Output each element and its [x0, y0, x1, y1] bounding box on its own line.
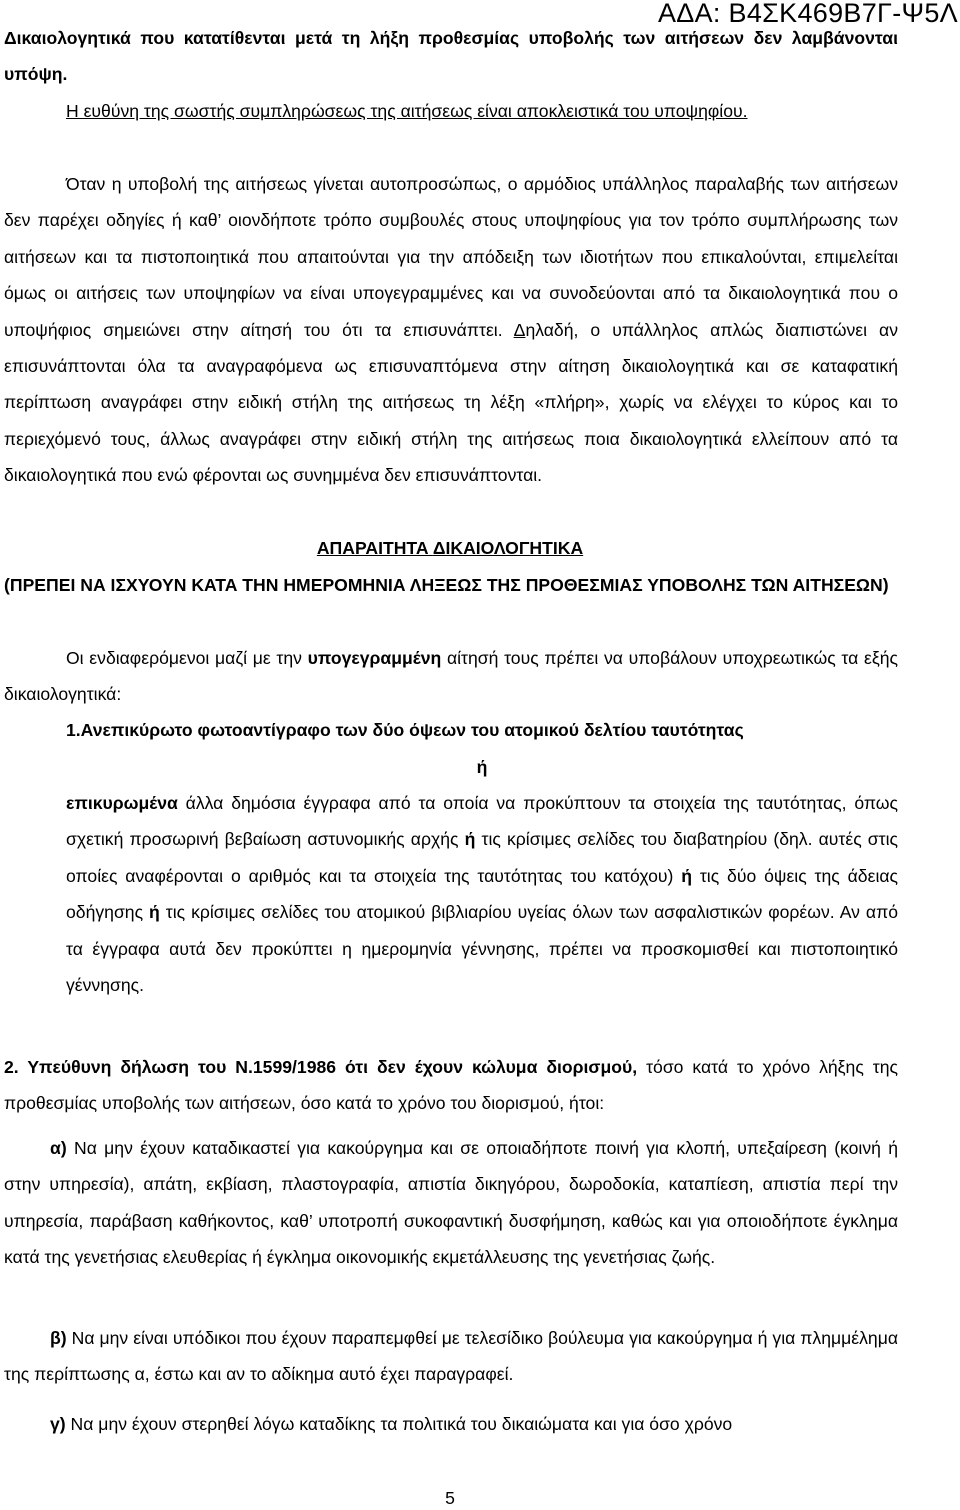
- item1-text-3: τις δύο όψεις της άδειας οδήγησης: [66, 865, 898, 923]
- in-person-submission-paragraph: [4, 166, 898, 494]
- item1-or: ή: [476, 757, 488, 777]
- responsibility-note: [4, 93, 898, 129]
- heading-part1: ΑΠΑΡΑΙΤΗΤΑ: [316, 538, 433, 558]
- intro-paragraph: [4, 640, 898, 713]
- subitem-b-text: Να μην είναι υπόδικοι που έχουν παραπεμφθεί με τελεσίδικο βούλευμα για κακούργημα ή για πλημμέλημα της περίπτωσης α, έστω και αν το αδίκημα αυτό έχει παραγραφεί.: [4, 1328, 898, 1385]
- item2-title: 2. Υπεύθυνη δήλωση του Ν.1599/1986 ότι δεν έχουν κώλυμα διορισμού,: [4, 1057, 638, 1077]
- item2-subitem-c: [4, 1406, 898, 1442]
- in-person-text: Όταν η υποβολή της αιτήσεως γίνεται αυτοπροσώπως, ο αρμόδιος υπάλληλος παραλαβής των αιτήσεων δεν παρέχει οδηγίες ή καθ’ οιονδήποτε τρόπο συμβουλές στους υποψηφίους για τον τρόπο συμπλήρωσης των αιτήσεων και τα πιστοποιητικά που απαιτούνται για την απόδειξη των ιδιοτήτων που επικαλούνται, επιμελείται όμως οι αιτήσεις των υποψηφίων να είναι υπογεγραμμένες και να συνοδεύονται από τα δικαιολογητικά που ο υποψήφιος σημειώνει στην αίτησή του ότι τα επισυνάπτει.: [4, 174, 898, 340]
- item1-text-2: τις κρίσιμες σελίδες του διαβατηρίου (δηλ. αυτές στις οποίες αναφέρονται ο αριθμός και τα στοιχεία της ταυτότητας του κατόχου): [66, 829, 899, 886]
- item1-or-2: ή: [681, 865, 692, 886]
- subitem-c-label: γ): [50, 1414, 66, 1434]
- item2-text: τόσο κατά το χρόνο λήξης της προθεσμίας υποβολής των αιτήσεων, όσο κατά το χρόνο του διορισμού, ήτοι:: [4, 1057, 898, 1114]
- in-person-text-rest: ηλαδή, ο υπάλληλος απλώς διαπιστώνει αν επισυνάπτονται όλα τα αναγραφόμενα ως επισυναπτόμενα στην αίτηση δικαιολογητικά και σε καταφατική περίπτωση αναγράφει στην ειδική στήλη της αιτήσεως τη λέξη «πλήρη», χωρίς να ελέγχει το κύρος και το περιεχόμενό τους, άλλως αναγράφει στην ειδική στήλη της αιτήσεως ποια δικαιολογητικά ελλείπουν από τα δικαιολογητικά που ενώ φέρονται ως συνημμένα δεν επισυνάπτονται.: [4, 319, 899, 486]
- item1-text-4: τις κρίσιμες σελίδες του ατομικού βιβλιαρίου υγείας όλων των ασφαλιστικών φορέων. Αν από τα έγγραφα αυτά δεν προκύπτει η ημερομηνία γέννησης, πρέπει να προσκομισθεί και πιστοποιητικό γέννησης.: [66, 902, 898, 996]
- item1-or-3: ή: [149, 902, 160, 923]
- item1-title: 1.Ανεπικύρωτο φωτοαντίγραφο των δύο όψεων του ατομικού δελτίου ταυτότητας: [66, 720, 744, 740]
- item2-paragraph: [4, 1049, 898, 1122]
- item2-subitem-b: [4, 1320, 898, 1393]
- subitem-a-label: α): [50, 1138, 67, 1158]
- subitem-c-text: Να μην έχουν στερηθεί λόγω καταδίκης τα πολιτικά του δικαιώματα και για όσο χρόνο: [65, 1414, 733, 1434]
- late-applications-note: Δικαιολογητικά που κατατίθενται μετά τη λήξη προθεσμίας υποβολής των αιτήσεων δεν λαμβάνονται υπόψη.: [4, 28, 898, 85]
- required-documents-heading: [0, 530, 900, 566]
- responsibility-text: Η ευθύνη της σωστής συμπληρώσεως της αιτήσεως είναι αποκλειστικά του υποψηφίου.: [66, 101, 748, 121]
- in-person-underlined-letter: Δ: [513, 319, 526, 340]
- item1-body: [66, 785, 898, 1003]
- intro-text-a: Οι ενδιαφερόμενοι μαζί με την: [66, 648, 308, 668]
- page-number: 5: [445, 1488, 455, 1508]
- item2-subitem-a: [4, 1130, 898, 1276]
- ada-code: ΑΔΑ: Β4ΣΚ469Β7Γ-Ψ5Λ: [657, 0, 958, 28]
- validity-subheading: (ΠΡΕΠΕΙ ΝΑ ΙΣΧΥΟΥΝ ΚΑΤΑ ΤΗΝ ΗΜΕΡΟΜΗΝΙΑ ΛΗΞΕΩΣ ΤΗΣ ΠΡΟΘΕΣΜΙΑΣ ΥΠΟΒΟΛΗΣ ΤΩΝ ΑΙΤΗΣΕΩΝ): [4, 575, 889, 595]
- intro-signed-keyword: υπογεγραμμένη: [307, 648, 442, 668]
- item1-or-1: ή: [464, 829, 476, 850]
- item1-certified-keyword: επικυρωμένα: [66, 793, 178, 813]
- subitem-a-text: Να μην έχουν καταδικαστεί για κακούργημα και σε οποιαδήποτε ποινή για κλοπή, υπεξαίρεση (κοινή ή στην υπηρεσία), απάτη, εκβίαση, πλαστογραφία, απιστία δικηγόρου, δωροδοκία, καταπίεση, απιστία περί την υπηρεσία, παράβαση καθήκοντος, καθ’ υποτροπή συκοφαντική δυσφήμηση, καθώς και για οποιοδήποτε έγκλημα κατά της γενετήσιας ελευθερίας ή έγκλημα οικονομικής εκμετάλλευσης της γενετήσιας ζωής.: [4, 1138, 898, 1268]
- heading-part2: ΔΙΚΑΙΟΛΟΓΗΤΙΚΑ: [432, 538, 584, 558]
- intro-text-c: αίτησή τους πρέπει να υποβάλουν υποχρεωτικώς τα εξής δικαιολογητικά:: [4, 648, 898, 705]
- item1-text-1: άλλα δημόσια έγγραφα από τα οποία να προκύπτουν τα στοιχεία της ταυτότητας, όπως σχετική προσωρινή βεβαίωση αστυνομικής αρχής: [66, 793, 898, 850]
- subitem-b-label: β): [50, 1328, 67, 1348]
